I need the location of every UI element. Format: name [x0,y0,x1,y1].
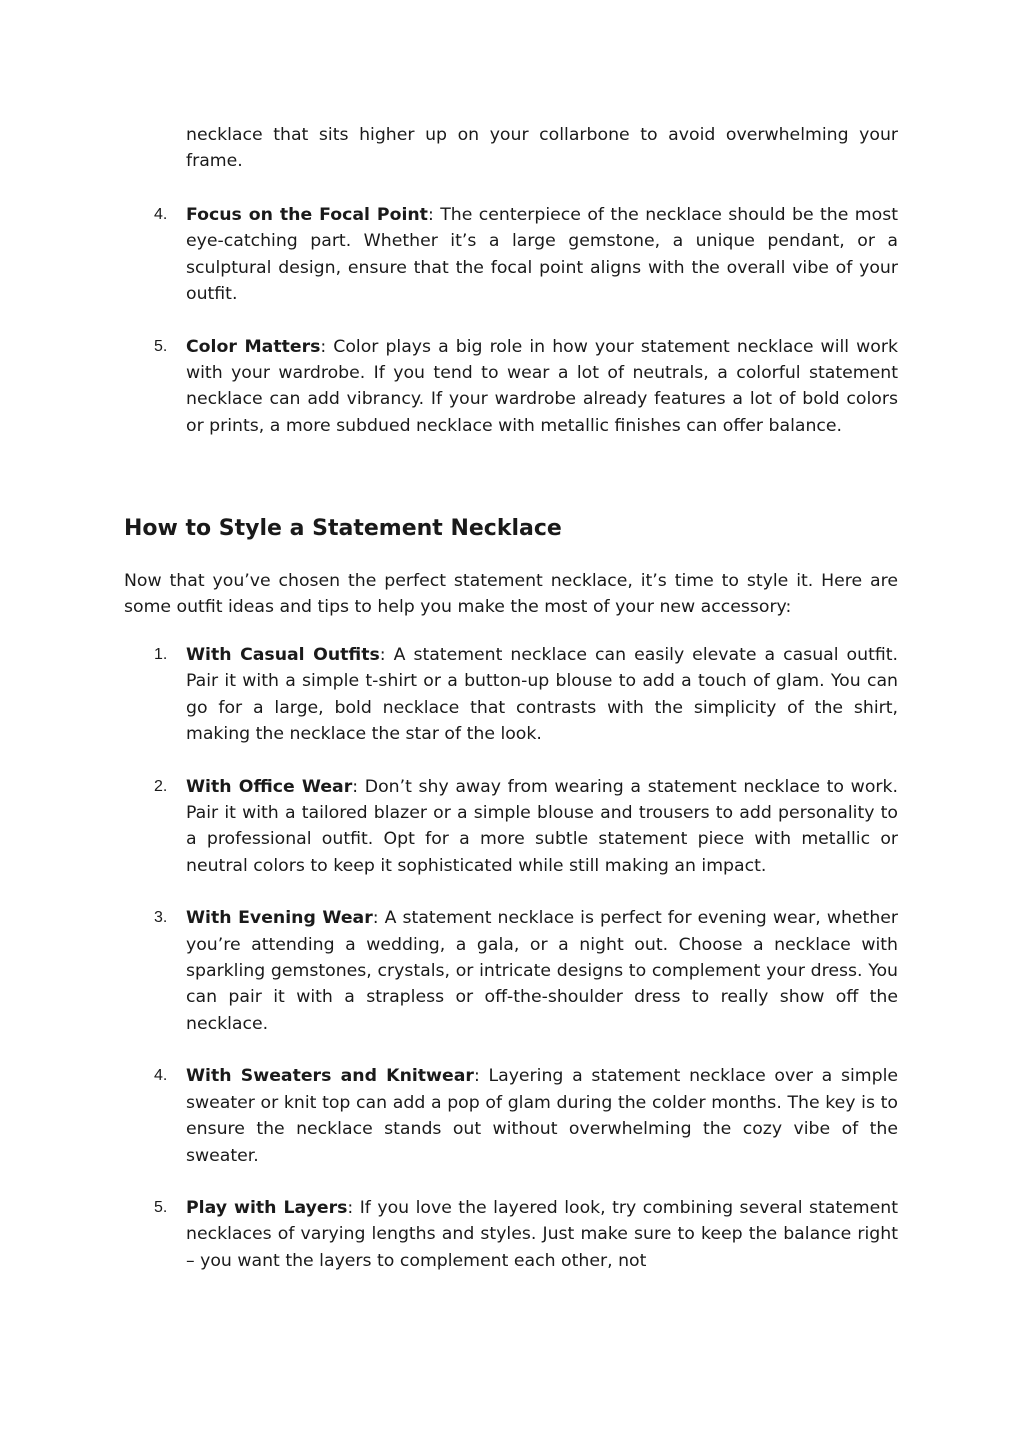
section-heading: How to Style a Statement Necklace [124,516,562,541]
list-term: With Sweaters and Knitwear [186,1066,474,1087]
intro-paragraph: Now that you’ve chosen the perfect statement necklace, it’s time to style it. Here are some outfit ideas and tips to help you make the most of your new accessory: [124,571,898,618]
selection-tips-list [124,202,898,439]
list-item [124,774,898,880]
list-term: With Casual Outfits [186,645,380,665]
list-term: Play with Layers [186,1197,348,1218]
list-item [124,202,898,308]
list-term: With Evening Wear [186,908,373,929]
list-text: : The centerpiece of the necklace should be the most eye-catching part. Whether it’s a large gemstone, a unique pendant, or a sculptural design, ensure that the focal point aligns with the overall vibe of your outfit. [186,205,898,305]
continued-paragraph: necklace that sits higher up on your collarbone to avoid overwhelming your frame. [186,125,898,172]
list-item [124,905,898,1037]
list-text: : Color plays a big role in how your statement necklace will work with your wardrobe. If you tend to wear a lot of neutrals, a colorful statement necklace can add vibrancy. If your wardrobe already features a lot of bold colors or prints, a more subdued necklace with metallic finishes can offer balance. [186,336,898,436]
styling-tips-list [124,642,898,1274]
list-number: 2. [154,777,168,795]
list-item [124,1063,898,1169]
list-term: Color Matters [186,336,321,357]
list-number: 1. [154,646,168,663]
list-number: 3. [154,909,168,927]
list-item [124,642,898,748]
list-number: 4. [154,206,168,223]
list-number: 5. [154,337,168,355]
list-text: : A statement necklace can easily elevate a casual outfit. Pair it with a simple t-shirt or a button-up blouse to add a touch of glam. You can go for a large, bold necklace that contrasts with the simplicity of the shirt, making the necklace the star of the look. [186,645,899,745]
list-number: 4. [154,1067,168,1085]
list-term: Focus on the Focal Point [186,205,428,225]
list-item [124,1195,898,1274]
list-text: : A statement necklace is perfect for evening wear, whether you’re attending a wedding, a gala, or a night out. Choose a necklace with sparkling gemstones, crystals, or intricate designs to complement your dress. You can pair it with a strapless or off-the-shoulder dress to really show off the necklace. [186,908,899,1034]
list-text: : Don’t shy away from wearing a statement necklace to work. Pair it with a tailored blazer or a simple blouse and trousers to add personality to a professional outfit. Opt for a more subtle statement piece with metallic or neutral colors to keep it sophisticated while still making an impact. [186,776,898,876]
list-number: 5. [154,1198,168,1216]
list-text: : If you love the layered look, try combining several statement necklaces of varying lengths and styles. Just make sure to keep the balance right – you want the layers to complement each other, not [186,1197,899,1271]
list-term: With Office Wear [186,776,353,797]
list-item [124,334,898,440]
list-text: : Layering a statement necklace over a simple sweater or knit top can add a pop of glam during the colder months. The key is to ensure the necklace stands out without overwhelming the cozy vibe of the sweater. [186,1066,899,1166]
